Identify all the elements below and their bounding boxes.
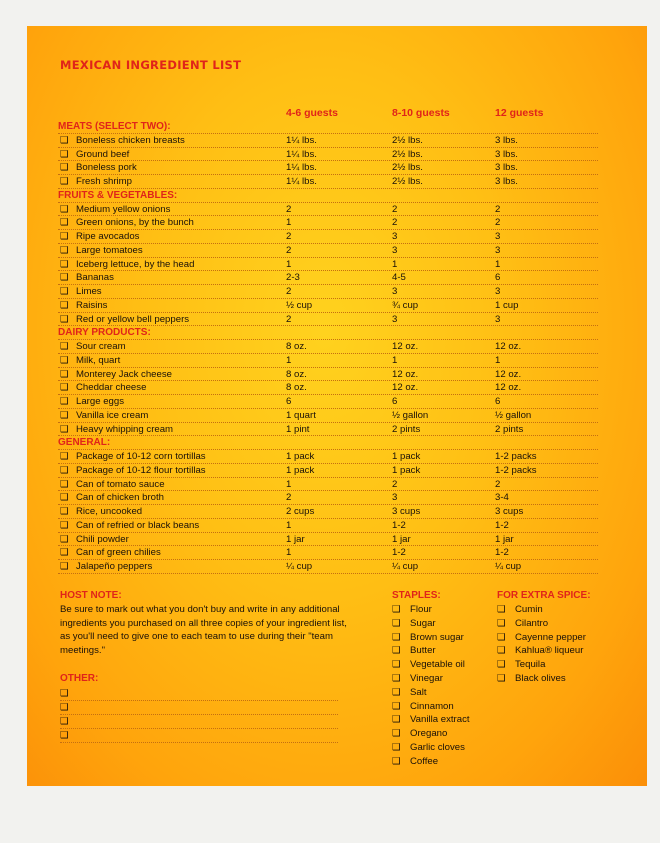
quantity-cell: 1 pack (286, 464, 315, 476)
list-item-label: Vinegar (410, 672, 443, 684)
checkbox-icon[interactable]: ❑ (497, 617, 506, 629)
quantity-cell: 3 (495, 244, 501, 256)
checkbox-icon[interactable]: ❑ (392, 714, 401, 726)
quantity-cell: 1 (392, 354, 398, 366)
list-item (497, 658, 586, 672)
ingredient-row (58, 299, 598, 313)
checkbox-icon[interactable]: ❑ (60, 231, 69, 242)
list-item-label: Black olives (515, 672, 566, 684)
quantity-cell: 2 (286, 244, 292, 256)
ingredient-name: Monterey Jack cheese (76, 368, 172, 380)
ingredient-row (58, 134, 598, 148)
quantity-cell: 3 (495, 313, 501, 325)
ingredient-row (58, 560, 598, 574)
ingredient-row (58, 313, 598, 327)
quantity-cell: 1 (286, 217, 292, 229)
ingredient-name: Large tomatoes (76, 244, 143, 256)
checkbox-icon[interactable]: ❑ (497, 672, 506, 684)
quantity-cell: 8 oz. (286, 368, 307, 380)
list-item-label: Garlic cloves (410, 741, 465, 753)
column-header-8-10-guests: 8-10 guests (392, 107, 450, 119)
quantity-cell: 1-2 (392, 547, 406, 559)
checkbox-icon[interactable]: ❑ (497, 604, 506, 615)
ingredient-row (58, 395, 598, 409)
checkbox-icon[interactable]: ❑ (60, 506, 69, 517)
list-item-label: Cilantro (515, 617, 549, 629)
ingredient-row (58, 505, 598, 519)
checkbox-icon[interactable]: ❑ (60, 176, 69, 187)
ingredient-row (58, 381, 598, 395)
quantity-cell: 1-2 (392, 519, 406, 531)
checkbox-icon[interactable]: ❑ (497, 631, 506, 643)
quantity-cell: 3 (495, 231, 501, 242)
list-item-label: Brown sugar (410, 631, 464, 643)
list-item-label: Vegetable oil (410, 659, 465, 671)
checkbox-icon[interactable]: ❑ (392, 659, 401, 671)
quantity-cell: 3 (495, 286, 501, 297)
quantity-cell: 1 (495, 258, 501, 270)
list-item (392, 755, 470, 769)
checkbox-icon[interactable]: ❑ (60, 451, 69, 462)
quantity-cell: 3 (392, 231, 398, 242)
ingredient-row (58, 450, 598, 464)
quantity-cell: ¾ cup (392, 299, 419, 311)
ingredient-name: Raisins (76, 299, 108, 311)
quantity-cell: 1 pack (392, 464, 421, 476)
quantity-cell: ¼ cup (495, 561, 522, 572)
ingredient-row (58, 271, 598, 285)
list-item-label: Coffee (410, 755, 439, 767)
quantity-cell: 3 cups (495, 506, 524, 517)
quantity-cell: 3 (392, 286, 398, 297)
ingredient-row (58, 533, 598, 547)
quantity-cell: ½ gallon (392, 409, 429, 421)
quantity-cell: 12 oz. (495, 341, 522, 352)
quantity-cell: 12 oz. (392, 382, 419, 394)
quantity-cell: 1¼ lbs. (286, 148, 317, 160)
quantity-cell: 2 pints (392, 423, 421, 435)
ingredient-row (58, 423, 598, 437)
list-item-label: Kahlua® liqueur (515, 645, 584, 657)
checkbox-icon[interactable]: ❑ (392, 617, 401, 629)
checkbox-icon[interactable]: ❑ (392, 755, 401, 767)
list-item (497, 603, 586, 617)
list-item (392, 741, 470, 755)
ingredient-row (58, 478, 598, 492)
ingredient-name: Ripe avocados (76, 231, 140, 242)
other-blank-line[interactable] (60, 715, 338, 729)
quantity-cell: 12 oz. (392, 368, 419, 380)
checkbox-icon[interactable]: ❑ (497, 659, 506, 671)
list-item (392, 686, 470, 700)
list-item (392, 644, 470, 658)
ingredient-name: Can of chicken broth (76, 492, 164, 504)
ingredient-row (58, 148, 598, 162)
checkbox-icon[interactable]: ❑ (60, 203, 69, 215)
quantity-cell: 2 (286, 203, 292, 215)
section-heading: FRUITS & VEGETABLES: (58, 189, 598, 203)
quantity-cell: 3 lbs. (495, 134, 518, 146)
checkbox-icon[interactable]: ❑ (60, 730, 69, 741)
quantity-cell: 6 (495, 396, 501, 407)
list-item-label: Oregano (410, 728, 448, 740)
checkbox-icon[interactable]: ❑ (60, 341, 69, 352)
checkbox-icon[interactable]: ❑ (60, 492, 69, 504)
quantity-cell: 1¼ lbs. (286, 176, 317, 187)
quantity-cell: 1 quart (286, 409, 316, 421)
list-item-label: Vanilla extract (410, 714, 470, 726)
ingredient-name: Can of refried or black beans (76, 519, 200, 531)
ingredient-row (58, 203, 598, 217)
list-item (392, 617, 470, 631)
list-item (392, 603, 470, 617)
ingredient-name: Jalapeño peppers (76, 561, 153, 572)
quantity-cell: 6 (495, 272, 501, 284)
checkbox-icon[interactable]: ❑ (392, 728, 401, 740)
ingredient-name: Boneless pork (76, 162, 137, 174)
page-title: MEXICAN INGREDIENT LIST (60, 58, 242, 72)
quantity-cell: 1-2 packs (495, 451, 537, 462)
ingredient-name: Green onions, by the bunch (76, 217, 194, 229)
quantity-cell: 1 (286, 519, 292, 531)
other-blank-line[interactable] (60, 729, 338, 743)
section-heading: DAIRY PRODUCTS: (58, 326, 598, 340)
ingredient-row (58, 340, 598, 354)
ingredient-name: Bananas (76, 272, 114, 284)
column-header-12-guests: 12 guests (495, 107, 544, 119)
ingredient-name: Boneless chicken breasts (76, 134, 185, 146)
ingredient-name: Red or yellow bell peppers (76, 313, 190, 325)
quantity-cell: 1-2 (495, 547, 509, 559)
ingredient-row (58, 175, 598, 189)
quantity-cell: 1 jar (495, 533, 514, 545)
quantity-cell: 1 (286, 478, 292, 490)
quantity-cell: 1-2 (495, 519, 509, 531)
checkbox-icon[interactable]: ❑ (60, 533, 69, 545)
checkbox-icon[interactable]: ❑ (60, 423, 69, 435)
quantity-cell: 12 oz. (392, 341, 419, 352)
quantity-cell: 2 pints (495, 423, 524, 435)
quantity-cell: 8 oz. (286, 341, 307, 352)
ingredient-name: Package of 10-12 corn tortillas (76, 451, 206, 462)
quantity-cell: 2½ lbs. (392, 148, 423, 160)
list-item (497, 631, 586, 645)
ingredient-row (58, 244, 598, 258)
ingredient-name: Medium yellow onions (76, 203, 171, 215)
quantity-cell: 2 (286, 286, 292, 297)
quantity-cell: 1 pack (392, 451, 421, 462)
staples-list (392, 603, 470, 769)
quantity-cell: 12 oz. (495, 368, 522, 380)
checkbox-icon[interactable]: ❑ (392, 645, 401, 657)
checkbox-icon[interactable]: ❑ (60, 409, 69, 421)
ingredient-name: Package of 10-12 flour tortillas (76, 464, 206, 476)
ingredient-row (58, 230, 598, 244)
quantity-cell: 2 (495, 203, 501, 215)
list-item-label: Cayenne pepper (515, 631, 586, 643)
checkbox-icon[interactable]: ❑ (60, 354, 69, 366)
quantity-cell: ¼ cup (392, 561, 419, 572)
checkbox-icon[interactable]: ❑ (497, 645, 506, 657)
quantity-cell: 1 jar (286, 533, 305, 545)
ingredient-row (58, 285, 598, 299)
quantity-cell: 2 (495, 217, 501, 229)
checkbox-icon[interactable]: ❑ (60, 134, 69, 146)
ingredient-row (58, 354, 598, 368)
checkbox-icon[interactable]: ❑ (60, 547, 69, 559)
list-item (392, 672, 470, 686)
quantity-cell: 2 (392, 478, 398, 490)
checkbox-icon[interactable]: ❑ (60, 299, 69, 311)
quantity-cell: 3 (392, 244, 398, 256)
ingredient-name: Sour cream (76, 341, 126, 352)
quantity-cell: 4-5 (392, 272, 406, 284)
list-item (497, 644, 586, 658)
checkbox-icon[interactable]: ❑ (60, 688, 69, 699)
quantity-cell: 3-4 (495, 492, 509, 504)
other-heading: OTHER: (60, 673, 99, 684)
ingredient-row (58, 258, 598, 272)
quantity-cell: 3 lbs. (495, 162, 518, 174)
quantity-cell: 1 pint (286, 423, 310, 435)
checkbox-icon[interactable]: ❑ (60, 368, 69, 380)
ingredient-name: Iceberg lettuce, by the head (76, 258, 195, 270)
quantity-cell: ½ gallon (495, 409, 532, 421)
checkbox-icon[interactable]: ❑ (60, 382, 69, 394)
ingredient-row (58, 519, 598, 533)
section-heading: MEATS (SELECT TWO): (58, 120, 598, 134)
checkbox-icon[interactable]: ❑ (392, 672, 401, 684)
quantity-cell: 2½ lbs. (392, 176, 423, 187)
checkbox-icon[interactable]: ❑ (60, 217, 69, 229)
quantity-cell: 3 lbs. (495, 176, 518, 187)
checkbox-icon[interactable]: ❑ (60, 396, 69, 407)
ingredient-name: Rice, uncooked (76, 506, 143, 517)
checkbox-icon[interactable]: ❑ (392, 631, 401, 643)
quantity-cell: 1 jar (392, 533, 411, 545)
ingredient-name: Can of tomato sauce (76, 478, 165, 490)
ingredient-name: Can of green chilies (76, 547, 161, 559)
quantity-cell: 2 (392, 203, 398, 215)
ingredient-row (58, 216, 598, 230)
quantity-cell: 2 (495, 478, 501, 490)
list-item (392, 727, 470, 741)
list-item (392, 631, 470, 645)
quantity-cell: 2 cups (286, 506, 315, 517)
quantity-cell: 3 lbs. (495, 148, 518, 160)
list-item (392, 713, 470, 727)
quantity-cell: 2 (392, 217, 398, 229)
list-item (392, 658, 470, 672)
checkbox-icon[interactable]: ❑ (60, 272, 69, 284)
staples-heading: STAPLES: (392, 590, 441, 601)
extra-spice-list (497, 603, 586, 686)
quantity-cell: 1¼ lbs. (286, 134, 317, 146)
ingredient-row (58, 491, 598, 505)
quantity-cell: 2½ lbs. (392, 134, 423, 146)
quantity-cell: ¼ cup (286, 561, 313, 572)
quantity-cell: 1 pack (286, 451, 315, 462)
list-item-label: Flour (410, 604, 432, 615)
quantity-cell: 1 (495, 354, 501, 366)
ingredient-table (58, 120, 598, 574)
list-item-label: Tequila (515, 659, 546, 671)
checkbox-icon[interactable]: ❑ (60, 244, 69, 256)
checkbox-icon[interactable]: ❑ (60, 478, 69, 490)
quantity-cell: 1 cup (495, 299, 519, 311)
ingredient-row (58, 464, 598, 478)
ingredient-name: Vanilla ice cream (76, 409, 149, 421)
other-blank-line[interactable] (60, 687, 338, 701)
checkbox-icon[interactable]: ❑ (60, 286, 69, 297)
quantity-cell: 1 (286, 258, 292, 270)
checkbox-icon[interactable]: ❑ (392, 741, 401, 753)
quantity-cell: 1 (286, 354, 292, 366)
ingredient-row (58, 368, 598, 382)
host-note-heading: HOST NOTE: (60, 590, 122, 601)
quantity-cell: 6 (392, 396, 398, 407)
checkbox-icon[interactable]: ❑ (60, 519, 69, 531)
ingredient-name: Heavy whipping cream (76, 423, 174, 435)
checkbox-icon[interactable]: ❑ (60, 561, 69, 572)
quantity-cell: 2 (286, 492, 292, 504)
quantity-cell: 3 (392, 492, 398, 504)
ingredient-name: Cheddar cheese (76, 382, 147, 394)
quantity-cell: 1¼ lbs. (286, 162, 317, 174)
checkbox-icon[interactable]: ❑ (60, 702, 69, 713)
quantity-cell: 2 (286, 313, 292, 325)
column-header-4-6-guests: 4-6 guests (286, 107, 338, 119)
ingredient-name: Ground beef (76, 148, 130, 160)
quantity-cell: 2 (286, 231, 292, 242)
checkbox-icon[interactable]: ❑ (60, 162, 69, 174)
checkbox-icon[interactable]: ❑ (392, 686, 401, 698)
quantity-cell: 3 cups (392, 506, 421, 517)
list-item-label: Sugar (410, 617, 436, 629)
ingredient-row (58, 409, 598, 423)
ingredient-name: Limes (76, 286, 102, 297)
checkbox-icon[interactable]: ❑ (392, 604, 401, 615)
ingredient-name: Fresh shrimp (76, 176, 132, 187)
quantity-cell: ½ cup (286, 299, 313, 311)
list-item-label: Cinnamon (410, 700, 454, 712)
list-item (497, 672, 586, 686)
quantity-cell: 1 (392, 258, 398, 270)
checkbox-icon[interactable]: ❑ (60, 148, 69, 160)
list-item (497, 617, 586, 631)
host-note-text: Be sure to mark out what you don't buy and write in any additional ingredients you purchased on all three copies of your ingredient list, as you'll need to give one to each team to use during their "team meetings." (60, 604, 347, 656)
ingredient-row (58, 161, 598, 175)
ingredient-name: Large eggs (76, 396, 125, 407)
list-item-label: Cumin (515, 604, 543, 615)
checkbox-icon[interactable]: ❑ (392, 700, 401, 712)
quantity-cell: 3 (392, 313, 398, 325)
list-item (392, 700, 470, 714)
checkbox-icon[interactable]: ❑ (60, 313, 69, 325)
quantity-cell: 6 (286, 396, 292, 407)
quantity-cell: 1 (286, 547, 292, 559)
section-heading: GENERAL: (58, 436, 598, 450)
ingredient-name: Chili powder (76, 533, 129, 545)
quantity-cell: 2½ lbs. (392, 162, 423, 174)
checkbox-icon[interactable]: ❑ (60, 464, 69, 476)
checkbox-icon[interactable]: ❑ (60, 258, 69, 270)
quantity-cell: 8 oz. (286, 382, 307, 394)
other-blank-line[interactable] (60, 701, 338, 715)
ingredient-row (58, 546, 598, 560)
quantity-cell: 12 oz. (495, 382, 522, 394)
quantity-cell: 1-2 packs (495, 464, 537, 476)
list-item-label: Salt (410, 686, 427, 698)
checkbox-icon[interactable]: ❑ (60, 716, 69, 727)
quantity-cell: 2-3 (286, 272, 300, 284)
extra-spice-heading: FOR EXTRA SPICE: (497, 590, 591, 601)
ingredient-name: Milk, quart (76, 354, 121, 366)
list-item-label: Butter (410, 645, 436, 657)
